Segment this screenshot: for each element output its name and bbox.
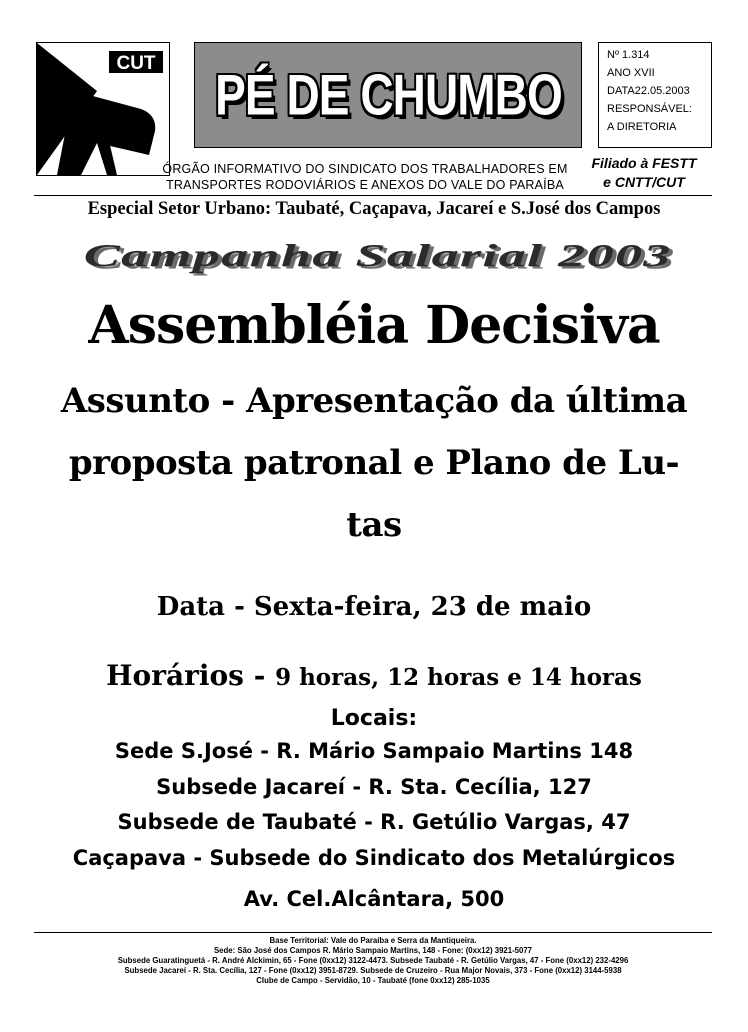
issue-responsible-label: RESPONSÁVEL: <box>607 103 692 115</box>
meeting-date: Data - Sexta-feira, 23 de maio <box>156 592 592 622</box>
header-divider <box>34 195 712 196</box>
footer-line: Sede: São José dos Campos R. Mário Sampaio Martins, 148 - Fone: (0xx12) 3921-5077 <box>213 946 533 955</box>
affiliation <box>580 154 708 192</box>
org-line-2: TRANSPORTES RODOVIÁRIOS E ANEXOS DO VALE DO PARAÍBA <box>166 178 564 192</box>
footer-line: Clube de Campo - Servidão, 10 - Taubaté (fone 0xx12) 285-1035 <box>256 976 490 985</box>
meeting-hours <box>0 657 748 699</box>
subject-line-1: Assunto - Apresentação da última <box>60 381 688 421</box>
issue-responsible: A DIRETORIA <box>607 121 677 133</box>
footer-line: Subsede Guaratinguetá - R. André Alckimin, 65 - Fone (0xx12) 3122-4473. Subsede Taubaté - R. Getúlio Vargas, 47 - Fone (0xx12) 232-4296 <box>117 956 629 965</box>
issue-date: DATA22.05.2003 <box>607 85 690 97</box>
org-description <box>130 161 600 193</box>
newspaper-title: PÉ DE CHUMBO <box>214 62 562 128</box>
org-line-1: ÓRGÃO INFORMATIVO DO SINDICATO DOS TRABALHADORES EM <box>162 162 568 176</box>
masthead <box>194 42 582 148</box>
locations-label: Locais: <box>330 706 418 731</box>
issue-year: ANO XVII <box>607 67 655 79</box>
location-item: Av. Cel.Alcântara, 500 <box>243 887 505 911</box>
location-item: Caçapava - Subsede do Sindicato dos Metalúrgicos <box>72 846 676 870</box>
special-edition-line: Especial Setor Urbano: Taubaté, Caçapava, Jacareí e S.José dos Campos <box>87 199 661 219</box>
campaign-banner <box>58 233 698 277</box>
location-item: Sede S.José - R. Mário Sampaio Martins 148 <box>114 739 634 763</box>
campaign-title: Campanha Salarial 2003 <box>84 237 672 273</box>
bus-logo-icon <box>37 43 169 175</box>
footer-line: Base Territorial: Vale do Paraíba e Serra da Mantiqueira. <box>269 936 477 945</box>
issue-number: Nº 1.314 <box>607 49 650 61</box>
subject-line-2: proposta patronal e Plano de Lu- <box>68 443 680 483</box>
location-item: Subsede de Taubaté - R. Getúlio Vargas, 47 <box>117 810 631 834</box>
headline: Assembléia Decisiva <box>88 295 660 356</box>
subject-line-3: tas <box>346 505 402 545</box>
footer-line: Subsede Jacareí - R. Sta. Cecília, 127 - Fone (0xx12) 3951-8729. Subsede de Cruzeiro - Rua Major Novais, 373 - Fone (0xx12) 3144-5938 <box>124 966 622 975</box>
hours-label: Horários - <box>106 659 276 692</box>
hours-value: 9 horas, 12 horas e 14 horas <box>275 664 642 691</box>
issue-box <box>598 42 712 148</box>
footer-divider <box>34 932 712 933</box>
footer <box>34 936 712 986</box>
affiliation-line-2: e CNTT/CUT <box>603 174 685 190</box>
location-item: Subsede Jacareí - R. Sta. Cecília, 127 <box>156 775 592 799</box>
logo-text: CUT <box>116 53 156 74</box>
affiliation-line-1: Filiado à FESTT <box>591 155 697 171</box>
subject <box>40 370 708 556</box>
cut-logo <box>36 42 170 176</box>
